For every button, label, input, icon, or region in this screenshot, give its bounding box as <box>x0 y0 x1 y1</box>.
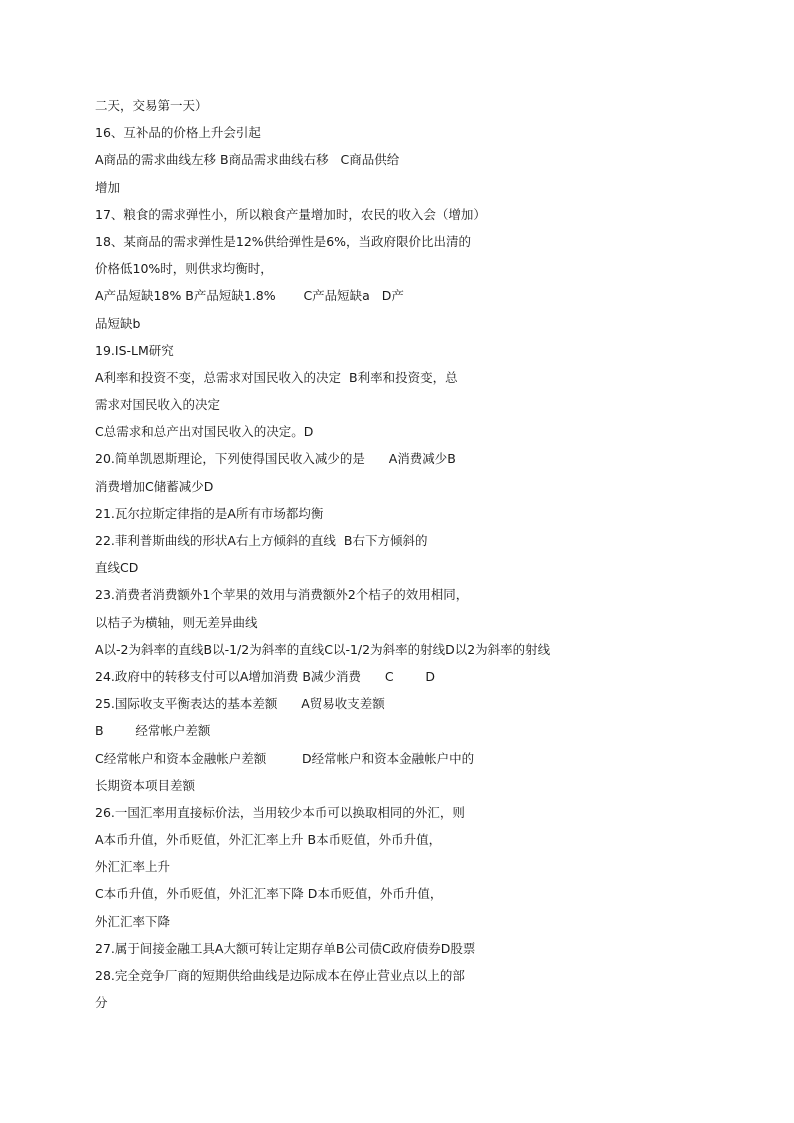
text-line: 长期资本项目差额 <box>95 777 196 793</box>
text-line: 25.国际收支平衡表达的基本差额 A贸易收支差额 <box>95 696 385 712</box>
text-line: 23.消费者消费额外1个苹果的效用与消费额外2个桔子的效用相同， <box>95 587 469 603</box>
text-line: 16、互补品的价格上升会引起 <box>95 125 261 141</box>
text-line: 需求对国民收入的决定 <box>95 397 221 413</box>
text-line: 27.属于间接金融工具A大额可转让定期存单B公司债C政府债券D股票 <box>95 940 476 956</box>
text-line: A产品短缺18% B产品短缺1.8% C产品短缺a D产 <box>95 288 404 304</box>
text-line: 品短缺b <box>95 315 141 331</box>
text-line: 28.完全竞争厂商的短期供给曲线是边际成本在停止营业点以上的部 <box>95 968 465 983</box>
text-line: 17、粮食的需求弹性小，所以粮食产量增加时，农民的收入会（增加） <box>95 206 486 222</box>
text-line: B 经常帐户差额 <box>95 723 211 739</box>
text-line: 19.IS-LM研究 <box>95 342 174 358</box>
text-line: 消费增加C储蓄减少D <box>95 478 214 494</box>
text-line: 21.瓦尔拉斯定律指的是A所有市场都均衡 <box>95 505 324 521</box>
text-line: C本币升值，外币贬值，外汇汇率下降 D本币贬值，外币升值， <box>95 886 443 902</box>
text-line: C总需求和总产出对国民收入的决定。D <box>95 424 314 440</box>
text-line: 增加 <box>95 179 121 195</box>
document-body <box>95 92 755 1016</box>
text-line: A本币升值，外币贬值，外汇汇率上升 B本币贬值，外币升值， <box>95 832 442 848</box>
text-line: 20.简单凯恩斯理论，下列使得国民收入减少的是 A消费减少B <box>95 451 456 467</box>
text-line: 直线CD <box>95 560 139 576</box>
text-line: 22.菲利普斯曲线的形状A右上方倾斜的直线 B右下方倾斜的 <box>95 533 428 548</box>
text-line: 二天，交易第一天） <box>95 98 208 113</box>
text-line: 18、某商品的需求弹性是12%供给弹性是6%，当政府限价比出清的 <box>95 233 472 249</box>
text-line: A商品的需求曲线左移 B商品需求曲线右移 C商品供给 <box>95 152 400 168</box>
text-line: A以-2为斜率的直线B以-1/2为斜率的直线C以-1/2为斜率的射线D以2为斜率的射线 <box>95 641 551 657</box>
text-line: 外汇汇率下降 <box>95 913 171 929</box>
text-line: 26.一国汇率用直接标价法，当用较少本币可以换取相同的外汇，则 <box>95 804 465 820</box>
text-line: 外汇汇率上升 <box>95 859 171 875</box>
text-line: 分 <box>95 995 108 1011</box>
text-line: A利率和投资不变，总需求对国民收入的决定 B利率和投资变，总 <box>95 369 458 385</box>
text-line: 24.政府中的转移支付可以A增加消费 B减少消费 C D <box>95 668 435 684</box>
text-line: 价格低10%时，则供求均衡时， <box>95 261 273 277</box>
text-line: C经常帐户和资本金融帐户差额 D经常帐户和资本金融帐户中的 <box>95 750 475 766</box>
text-line: 以桔子为横轴，则无差异曲线 <box>95 614 258 630</box>
